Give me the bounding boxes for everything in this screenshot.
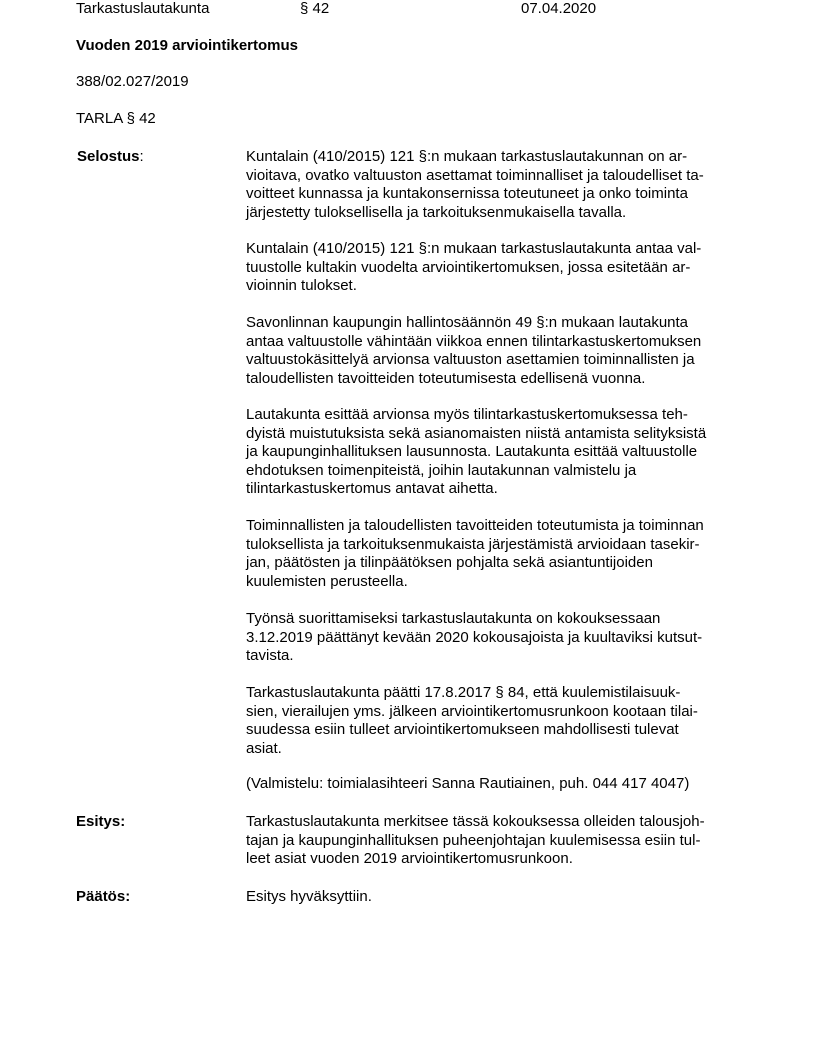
paatos-text: Esitys hyväksyttiin. <box>246 888 372 905</box>
selostus-paragraph-7: Tarkastuslautakunta päätti 17.8.2017 § 84, että kuulemistilaisuuk- sien, vierailujen yms. jälkeen arviointikertomusrunkoon kootaan tilai- suudessa esiin tulleet arviointikertomukseen mahdollisesti tulevat asiat. <box>246 684 698 757</box>
selostus-paragraph-2: Kuntalain (410/2015) 121 §:n mukaan tarkastuslautakunta antaa val- tuustolle kultakin vuodelta arviointikertomuksen, jossa esitetään ar- vioinnin tulokset. <box>246 240 702 294</box>
selostus-paragraph-6: Työnsä suorittamiseksi tarkastuslautakunta on kokouksessaan 3.12.2019 päättänyt kevään 2020 kokousajoista ja kuultaviksi kutsut- tavista. <box>246 610 703 664</box>
selostus-colon: : <box>139 148 144 165</box>
preparer-note: (Valmistelu: toimialasihteeri Sanna Rautiainen, puh. 044 417 4047) <box>246 775 690 792</box>
paatos-label: Päätös: <box>76 888 131 905</box>
section-reference: TARLA § 42 <box>76 110 156 127</box>
selostus-paragraph-4: Lautakunta esittää arvionsa myös tilintarkastuskertomuksessa teh- dyistä muistutuksista sekä asianomaisten niistä antamista selityksistä ja kaupunginhallituksen lausunnosta. Lautakunta esittää valtuustolle ehdotuksen toimenpiteistä, joihin lautakunnan valmistelu ja tilintarkastuskertomus antavat aihetta. <box>246 406 707 497</box>
header-board-name: Tarkastuslautakunta <box>76 0 210 17</box>
selostus-paragraph-3: Savonlinnan kaupungin hallintosäännön 49 §:n mukaan lautakunta antaa valtuustolle vähintään viikkoa ennen tilintarkastuskertomuksen valtuustokäsittelyä arvionsa valtuuston asettamien toiminnallisten ja taloudellisten tavoitteiden toteutumisesta edellisenä vuonna. <box>246 314 702 387</box>
esitys-text: Tarkastuslautakunta merkitsee tässä kokouksessa olleiden talousjoh- tajan ja kaupunginhallituksen puheenjohtajan kuulemisessa esiin tul- leet asiat vuoden 2019 arviointikertomusrunkoon. <box>246 813 705 867</box>
record-number: 388/02.027/2019 <box>76 73 189 90</box>
selostus-heading <box>77 148 144 166</box>
selostus-label: Selostus <box>77 148 140 165</box>
document-title: Vuoden 2019 arviointikertomus <box>76 37 299 54</box>
esitys-label: Esitys: <box>76 813 126 830</box>
header-date: 07.04.2020 <box>521 0 597 17</box>
selostus-paragraph-1: Kuntalain (410/2015) 121 §:n mukaan tarkastuslautakunnan on ar- vioitava, ovatko valtuuston asettamat toiminnalliset ja taloudelliset ta- voitteet kunnassa ja kuntakonsernissa toteutuneet ja onko toiminta järjestetty tuloksellisella ja tarkoituksenmukaisella tavalla. <box>246 148 704 221</box>
selostus-paragraph-5: Toiminnallisten ja taloudellisten tavoitteiden toteutumista ja toiminnan tuloksellista ja tarkoituksenmukaista järjestämistä arvioidaan tasekir- jan, päätösten ja tilinpäätöksen pohjalta sekä asiantuntijoiden kuulemisten perusteella. <box>246 517 704 590</box>
header-section-number: § 42 <box>300 0 330 17</box>
